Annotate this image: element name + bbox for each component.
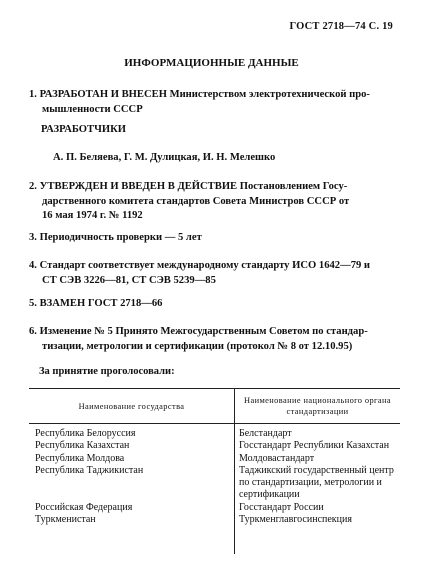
item-3: [29, 231, 401, 246]
col-header-state: Наименование государства: [29, 389, 235, 423]
voting-table: [29, 388, 400, 526]
cell-body: Белстандарт: [239, 428, 292, 439]
item-text: РАЗРАБОТАН И ВНЕСЕН Министерством электротехнической про-: [39, 89, 370, 100]
cell-state: Республика Белоруссия: [35, 428, 136, 439]
cell-state: [29, 477, 234, 489]
cell-body: Туркменглавгосинспекция: [239, 514, 352, 526]
table-body: [29, 424, 400, 526]
table-row: [29, 440, 400, 452]
item-number: 5.: [29, 298, 37, 309]
item-text: УТВЕРЖДЕН И ВВЕДЕН В ДЕЙСТВИЕ Постановлением Госу-: [39, 181, 348, 192]
table-header: [29, 389, 400, 424]
item-number: 3.: [29, 232, 37, 243]
cell-body: Госстандарт Республики Казахстан: [239, 440, 390, 452]
item-text-cont: 16 мая 1974 г. № 1192: [42, 210, 143, 222]
item-text-cont: СТ СЭВ 3226—81, СТ СЭВ 5239—85: [42, 274, 216, 286]
item-number: 6.: [29, 326, 37, 337]
cell-state: [29, 489, 234, 501]
table-row: [29, 465, 400, 477]
page-header: ГОСТ 2718—74 С. 19: [289, 21, 393, 32]
item-text-cont: тизации, метрологии и сертификации (протокол № 8 от 12.10.95): [42, 340, 353, 352]
cell-body: Госстандарт России: [239, 501, 324, 513]
cell-state: Российская Федерация: [35, 501, 133, 513]
item-number: 4.: [29, 260, 37, 271]
table-row: [29, 428, 400, 440]
table-row: [29, 453, 400, 465]
item-1: [29, 88, 401, 117]
table-row: [29, 514, 400, 526]
cell-body: по стандартизации, метрологии и: [239, 477, 382, 489]
item-5: [29, 297, 401, 312]
item-text: Стандарт соответствует международному стандарту ИСО 1642—79 и: [39, 260, 371, 271]
cell-state: Республика Казахстан: [35, 440, 130, 452]
item-text-cont: дарственного комитета стандартов Совета Министров СССР от: [42, 195, 350, 207]
cell-body: сертификации: [239, 489, 300, 501]
cell-state: Республика Таджикистан: [35, 464, 144, 476]
developers-heading: РАЗРАБОТЧИКИ: [41, 124, 127, 135]
col-header-body: Наименование национального органа стандартизации: [244, 396, 391, 416]
cell-body: Таджикский государственный центр: [239, 464, 394, 476]
item-2: [29, 180, 401, 224]
vote-heading: За принятие проголосовали:: [39, 366, 175, 377]
cell-state: Республика Молдова: [35, 452, 125, 464]
table-row: [29, 489, 400, 501]
item-text: ВЗАМЕН ГОСТ 2718—66: [39, 298, 163, 309]
developers-names: А. П. Беляева, Г. М. Дулицкая, И. Н. Мелешко: [53, 152, 276, 163]
column-divider: [234, 424, 235, 554]
item-number: 1.: [29, 89, 37, 100]
page-title: ИНФОРМАЦИОННЫЕ ДАННЫЕ: [124, 57, 299, 69]
cell-state: Туркменистан: [35, 514, 96, 526]
item-text-cont: мышленности СССР: [42, 103, 143, 115]
table-row: [29, 477, 400, 489]
item-number: 2.: [29, 181, 37, 192]
item-text: Периодичность проверки — 5 лет: [39, 232, 202, 243]
item-4: [29, 259, 401, 288]
table-row: [29, 502, 400, 514]
cell-body: Молдовастандарт: [239, 452, 315, 464]
item-6: [29, 325, 401, 354]
item-text: Изменение № 5 Принято Межгосударственным Советом по стандар-: [39, 326, 368, 337]
